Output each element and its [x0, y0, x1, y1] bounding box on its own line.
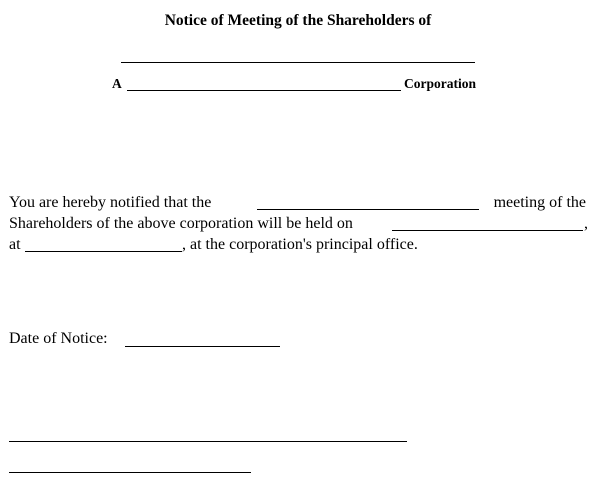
notice-paragraph-line-3: [9, 234, 586, 255]
meeting-time-blank[interactable]: [25, 234, 182, 252]
body-text: at: [9, 236, 21, 253]
date-of-notice-blank[interactable]: [125, 346, 280, 347]
corporation-suffix: Corporation: [404, 76, 476, 91]
body-text: ,: [584, 215, 588, 232]
body-text: meeting of the: [493, 194, 586, 211]
body-text: Shareholders of the above corporation will be held on: [9, 215, 353, 232]
notice-paragraph-line-1: [9, 192, 586, 213]
corporation-type-row: [0, 74, 596, 94]
body-text: , at the corporation's principal office.: [182, 236, 418, 253]
meeting-date-blank[interactable]: [392, 213, 583, 231]
document-title: Notice of Meeting of the Shareholders of: [164, 12, 432, 29]
corporation-state-blank[interactable]: [127, 90, 401, 91]
date-of-notice-label: Date of Notice:: [9, 330, 108, 347]
corporation-name-line[interactable]: [121, 62, 475, 63]
signer-title-line[interactable]: [9, 472, 251, 473]
signature-line[interactable]: [9, 441, 407, 442]
notice-paragraph-line-2: [9, 213, 586, 234]
meeting-type-blank[interactable]: [257, 192, 479, 210]
body-text: You are hereby notified that the: [9, 194, 212, 211]
corporation-prefix: A: [112, 76, 122, 91]
